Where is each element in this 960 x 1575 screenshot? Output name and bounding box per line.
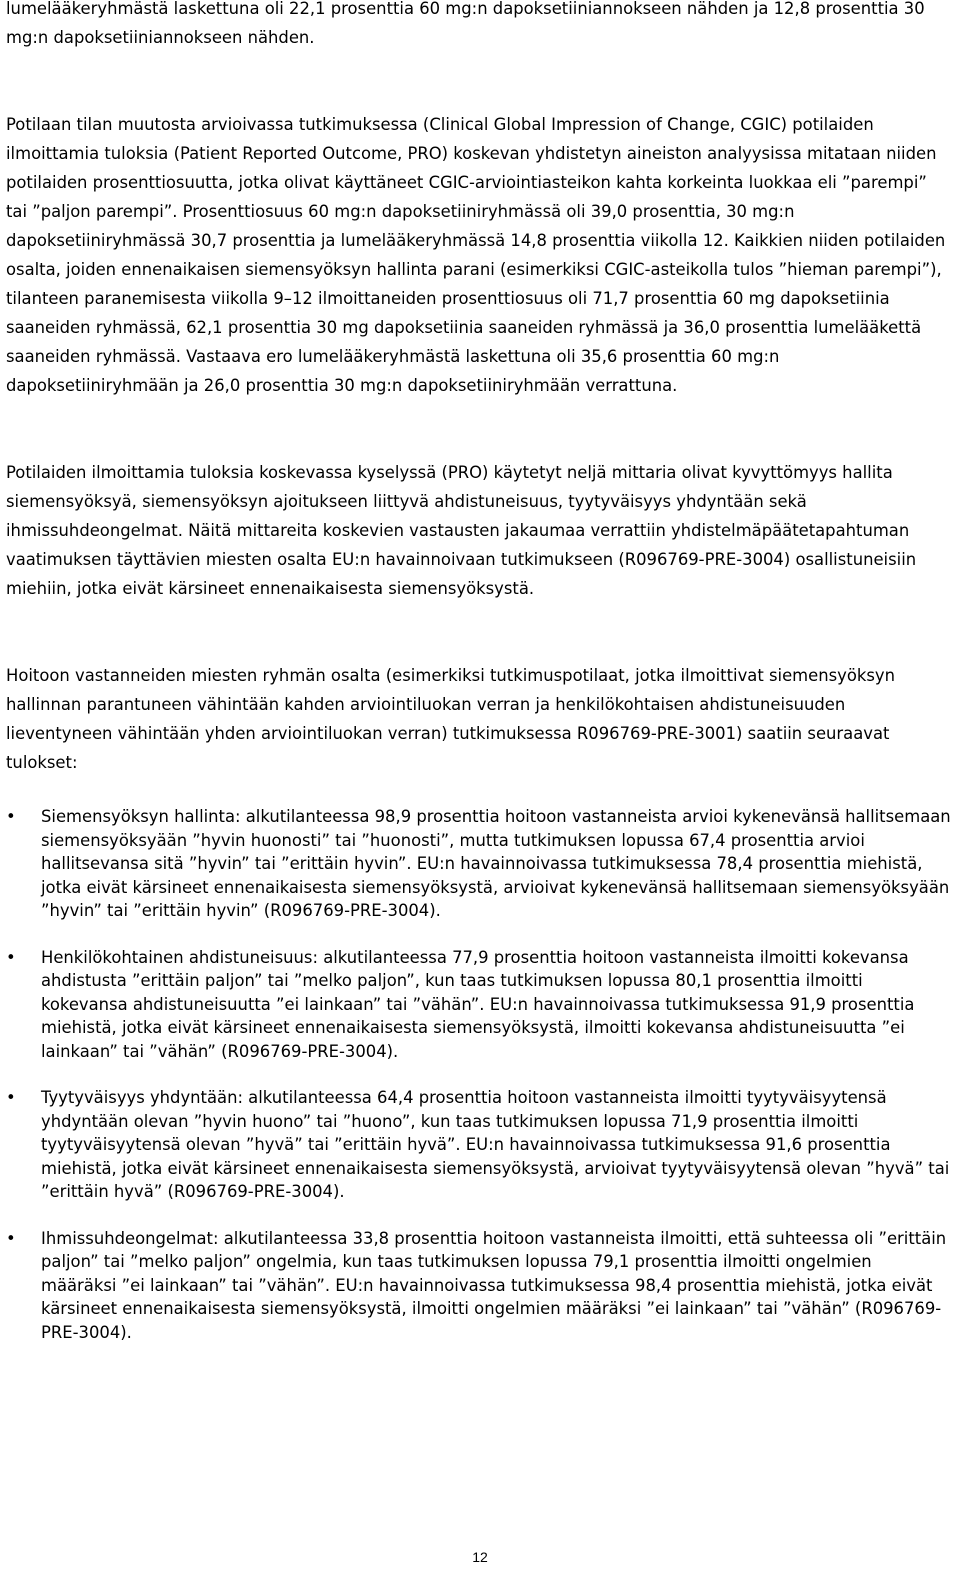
list-item-text: Tyytyväisyys yhdyntään: alkutilanteessa 64,4 prosenttia hoitoon vastanneista ilmoitti tyytyväisyytensä yhdyntään olevan ”hyvin huono” tai ”huono”, kun taas tutkimuksen lopussa 71,9 prosenttia ilmoitti tyytyväisyytensä olevan ”hyvä” tai ”erittäin hyvä”. EU:n havainnoivassa tutkimuksessa 91,6 prosenttia miehistä, jotka eivät kärsineet ennenaikaisesta siemensyöksystä, arvioivat tyytyväisyytensä olevan ”hyvä” tai ”erittäin hyvä” (R096769-PRE-3004).	[41, 1088, 950, 1201]
list-item-text: Siemensyöksyn hallinta: alkutilanteessa 98,9 prosenttia hoitoon vastanneista arvioi kykenevänsä hallitsemaan siemensyöksyään ”hyvin huonosti” tai ”huonosti”, mutta tutkimuksen lopussa 67,4 prosenttia arvioi hallitsevansa sitä ”hyvin” tai ”erittäin hyvin”. EU:n havainnoivassa tutkimuksessa 78,4 prosenttia miehistä, jotka eivät kärsineet ennenaikaisesta siemensyöksystä, arvioivat kykenevänsä hallitsemaan siemensyöksyään ”hyvin” tai ”erittäin hyvin” (R096769-PRE-3004).	[41, 807, 951, 920]
paragraph-carryover: lumelääkeryhmästä laskettuna oli 22,1 prosenttia 60 mg:n dapoksetiiniannokseen nähden ja 12,8 prosenttia 30 mg:n dapoksetiiniannokseen nähden.	[6, 0, 925, 47]
document-page	[6, 0, 952, 1367]
bullet-icon: •	[6, 947, 16, 967]
bullet-icon: •	[6, 1088, 16, 1107]
list-item-relationship-problems	[6, 1227, 952, 1345]
list-item-intercourse-satisfaction	[6, 1086, 952, 1204]
paragraph-responder-intro: Hoitoon vastanneiden miesten ryhmän osalta (esimerkiksi tutkimuspotilaat, jotka ilmoittivat siemensyöksyn hallinnan parantuneen vähintään kahden arviointiluokan verran ja henkilökohtaisen ahdistuneisuuden lieventyneen vähintään yhden arviointiluokan verran) tutkimuksessa R096769-PRE-3001) saatiin seuraavat tulokset:	[6, 666, 895, 772]
list-item-ejaculation-control	[6, 805, 952, 923]
paragraph-cgic-results: Potilaan tilan muutosta arvioivassa tutkimuksessa (Clinical Global Impression of Change, CGIC) potilaiden ilmoittamia tuloksia (Patient Reported Outcome, PRO) koskevan yhdistetyn aineiston analyysissa mitataan niiden potilaiden prosenttiosuutta, jotka olivat käyttäneet CGIC-arviointiasteikon kahta korkeinta luokkaa eli ”parempi” tai ”paljon parempi”. Prosenttiosuus 60 mg:n dapoksetiiniryhmässä oli 39,0 prosenttia, 30 mg:n dapoksetiiniryhmässä 30,7 prosenttia ja lumelääkeryhmässä 14,8 prosenttia viikolla 12. Kaikkien niiden potilaiden osalta, joiden ennenaikaisen siemensyöksyn hallinta parani (esimerkiksi CGIC-asteikolla tulos ”hieman parempi”), tilanteen paranemisesta viikolla 9–12 ilmoittaneiden prosenttiosuus oli 71,7 prosenttia 60 mg dapoksetiinia saaneiden ryhmässä, 62,1 prosenttia 30 mg dapoksetiinia saaneiden ryhmässä ja 36,0 prosenttia lumelääkettä saaneiden ryhmässä. Vastaava ero lumelääkeryhmästä laskettuna oli 35,6 prosenttia 60 mg:n dapoksetiiniryhmään ja 26,0 prosenttia 30 mg:n dapoksetiiniryhmään verrattuna.	[6, 115, 946, 395]
list-item-text: Ihmissuhdeongelmat: alkutilanteessa 33,8 prosenttia hoitoon vastanneista ilmoitti, että suhteessa oli ”erittäin paljon” tai ”melko paljon” ongelmia, kun taas tutkimuksen lopussa 79,1 prosenttia ilmoitti ongelmien määräksi ”ei lainkaan” tai ”vähän”. EU:n havainnoivassa tutkimuksessa 98,4 prosenttia miehistä, jotka eivät kärsineet ennenaikaisesta siemensyöksystä, ilmoitti ongelmien määräksi ”ei lainkaan” tai ”vähän” (R096769-PRE-3004).	[41, 1228, 947, 1342]
list-item-personal-distress	[6, 946, 952, 1064]
paragraph-pro-measures: Potilaiden ilmoittamia tuloksia koskevassa kyselyssä (PRO) käytetyt neljä mittaria olivat kyvyttömyys hallita siemensyöksyä, siemensyöksyn ajoitukseen liittyvä ahdistuneisuus, tyytyväisyys yhdyntään sekä ihmissuhdeongelmat. Näitä mittareita koskevien vastausten jakaumaa verrattiin yhdistelmäpäätetapahtuman vaatimuksen täyttävien miesten osalta EU:n havainnoivaan tutkimukseen (R096769-PRE-3004) osallistuneisiin miehiin, jotka eivät kärsineet ennenaikaisesta siemensyöksystä.	[6, 463, 917, 598]
bullet-icon: •	[6, 1228, 16, 1248]
list-item-text: Henkilökohtainen ahdistuneisuus: alkutilanteessa 77,9 prosenttia hoitoon vastanneista ilmoitti kokevansa ahdistusta ”erittäin paljon” tai ”melko paljon”, kun taas tutkimuksen lopussa 80,1 prosenttia ilmoitti kokevansa ahdistuneisuutta ”ei lainkaan” tai ”vähän”. EU:n havainnoivassa tutkimuksessa 91,9 prosenttia miehistä, jotka eivät kärsineet ennenaikaisesta siemensyöksystä, ilmoitti kokevansa ahdistuneisuutta ”ei lainkaan” tai ”vähän” (R096769-PRE-3004).	[41, 947, 915, 1061]
page-number: 12	[472, 1549, 488, 1565]
results-list	[6, 805, 952, 1344]
bullet-icon: •	[6, 807, 16, 826]
